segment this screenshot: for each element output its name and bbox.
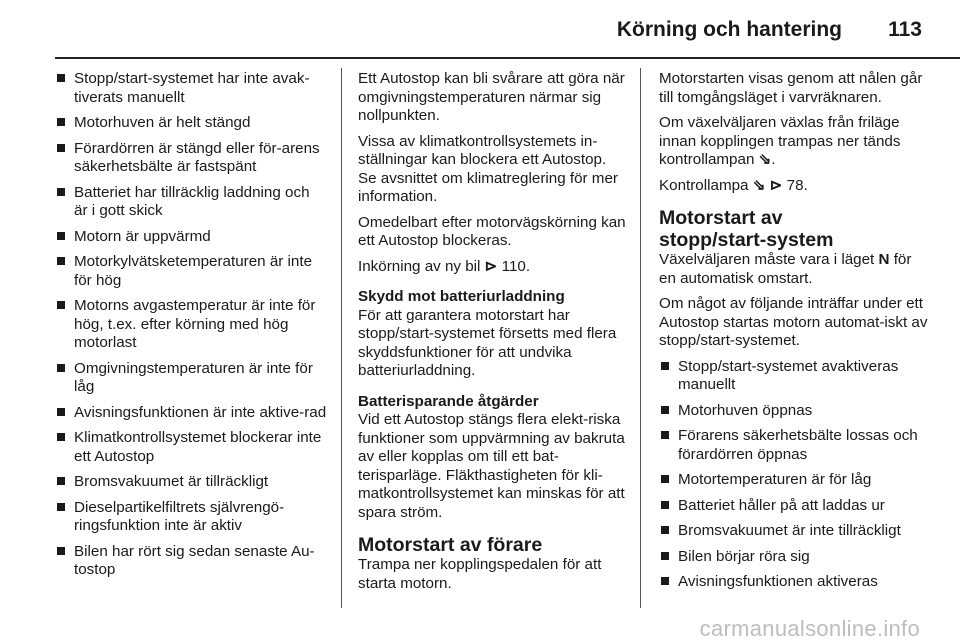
subheading: Skydd mot batteriurladdning: [358, 288, 565, 305]
square-bullet-icon: [57, 364, 65, 372]
square-bullet-icon: [57, 118, 65, 126]
paragraph: Inkörning av ny bil ⊳ 110.: [358, 257, 531, 275]
square-bullet-icon: [57, 257, 65, 265]
section-title: Motorstart av stopp/start-system: [659, 207, 834, 251]
list-item: Klimatkontrollsystemet blockerar inte ett Autostop: [57, 429, 327, 466]
list-item: Bilen har rört sig sedan senaste Au-tostop: [57, 543, 327, 580]
page-title: Körning och hantering: [616, 18, 842, 41]
square-bullet-icon: [661, 362, 669, 370]
square-bullet-icon: [57, 144, 65, 152]
watermark: carmanualsonline.info: [699, 616, 920, 641]
paragraph: Motorstarten visas genom att nålen går till tomgångsläget i varvräknaren.: [659, 70, 923, 106]
list-item: Bilen börjar röra sig: [661, 548, 929, 567]
paragraph: För att garantera motorstart har stopp/start-systemet försetts med flera skyddsfunktioner för att undvika batteriurladdning.: [358, 306, 617, 379]
square-bullet-icon: [57, 232, 65, 240]
square-bullet-icon: [661, 475, 669, 483]
page-ref[interactable]: 78.: [786, 176, 808, 194]
list-item: Motortemperaturen är för låg: [661, 471, 929, 490]
list-item: Motorns avgastemperatur är inte för hög, t.ex. efter körning med hög motorlast: [57, 297, 327, 353]
list-item: Motorkylvätsketemperaturen är inte för hög: [57, 253, 327, 290]
paragraph: Växelväljaren måste vara i läget N för en automatisk omstart.: [659, 251, 912, 287]
paragraph: Kontrollampa ⇘ ⊳ 78.: [659, 176, 808, 194]
square-bullet-icon: [661, 577, 669, 585]
restart-condition-list: [661, 358, 929, 592]
list-item: Omgivningstemperaturen är inte för låg: [57, 360, 327, 397]
page-ref[interactable]: 110.: [501, 257, 531, 275]
list-item: Dieselpartikelfiltrets självrengö-ringsfunktion inte är aktiv: [57, 499, 327, 536]
paragraph: Trampa ner kopplingspedalen för att starta motorn.: [358, 556, 602, 592]
list-item: Förarens säkerhetsbälte lossas och förardörren öppnas: [661, 427, 929, 464]
square-bullet-icon: [661, 501, 669, 509]
column-divider-1: [341, 68, 342, 608]
gear-position-label: N: [878, 251, 890, 268]
arrow-ref-icon: ⊳: [484, 257, 498, 275]
square-bullet-icon: [57, 408, 65, 416]
square-bullet-icon: [57, 433, 65, 441]
list-item: Motorn är uppvärmd: [57, 228, 327, 247]
paragraph: Vissa av klimatkontrollsystemets in-ställningar kan blockera ett Autostop. Se avsnittet om klimatreglering för mer information.: [358, 132, 618, 205]
square-bullet-icon: [57, 547, 65, 555]
subheading: Batterisparande åtgärder: [358, 392, 539, 410]
paragraph: Ett Autostop kan bli svårare att göra när omgivningstemperaturen närmar sig nollpunkten.: [358, 70, 625, 124]
list-item: Bromsvakuumet är inte tillräckligt: [661, 522, 929, 541]
page-number: 113: [888, 18, 922, 41]
list-item: Avisningsfunktionen är inte aktive-rad: [57, 404, 327, 423]
autostop-lamp-icon: ⇘: [758, 151, 772, 168]
list-item: Batteriet håller på att laddas ur: [661, 497, 929, 516]
column-3: [659, 70, 929, 599]
square-bullet-icon: [661, 406, 669, 414]
square-bullet-icon: [661, 526, 669, 534]
header-divider: [55, 57, 960, 59]
column-2: [358, 70, 628, 600]
list-item: Avisningsfunktionen aktiveras: [661, 573, 929, 592]
list-item: Bromsvakuumet är tillräckligt: [57, 473, 327, 492]
list-item: Stopp/start-systemet avaktiveras manuellt: [661, 358, 929, 395]
paragraph: Om något av följande inträffar under ett Autostop startas motorn automat-iskt av stopp/start-systemet.: [659, 295, 928, 349]
condition-list: [57, 70, 327, 580]
list-item: Förardörren är stängd eller för-arens säkerhetsbälte är fastspänt: [57, 140, 327, 177]
square-bullet-icon: [661, 431, 669, 439]
arrow-ref-icon: ⊳: [769, 176, 783, 194]
list-item: Batteriet har tillräcklig laddning och är i gott skick: [57, 184, 327, 221]
paragraph: Vid ett Autostop stängs flera elekt-riska funktioner som uppvärmning av bakruta av eller kopplas om till ett bat-terisparläge. Fläkthastigheten för kli-matkontrollsystemet kan minskas för att spara ström.: [358, 411, 625, 521]
column-divider-2: [640, 68, 641, 608]
square-bullet-icon: [57, 477, 65, 485]
list-item: Motorhuven är helt stängd: [57, 114, 327, 133]
page-header: [0, 0, 960, 56]
square-bullet-icon: [57, 301, 65, 309]
list-item: Stopp/start-systemet har inte avak-tiverats manuellt: [57, 70, 327, 107]
paragraph: Om växelväljaren växlas från friläge innan kopplingen trampas ner tänds kontrollampan ⇘.: [659, 114, 901, 168]
list-item: Motorhuven öppnas: [661, 402, 929, 421]
square-bullet-icon: [57, 503, 65, 511]
square-bullet-icon: [661, 552, 669, 560]
autostop-lamp-icon: ⇘: [752, 176, 766, 194]
square-bullet-icon: [57, 74, 65, 82]
square-bullet-icon: [57, 188, 65, 196]
section-title: Motorstart av förare: [358, 534, 543, 556]
paragraph: Omedelbart efter motorvägskörning kan ett Autostop blockeras.: [358, 213, 626, 249]
column-1: [57, 70, 327, 587]
